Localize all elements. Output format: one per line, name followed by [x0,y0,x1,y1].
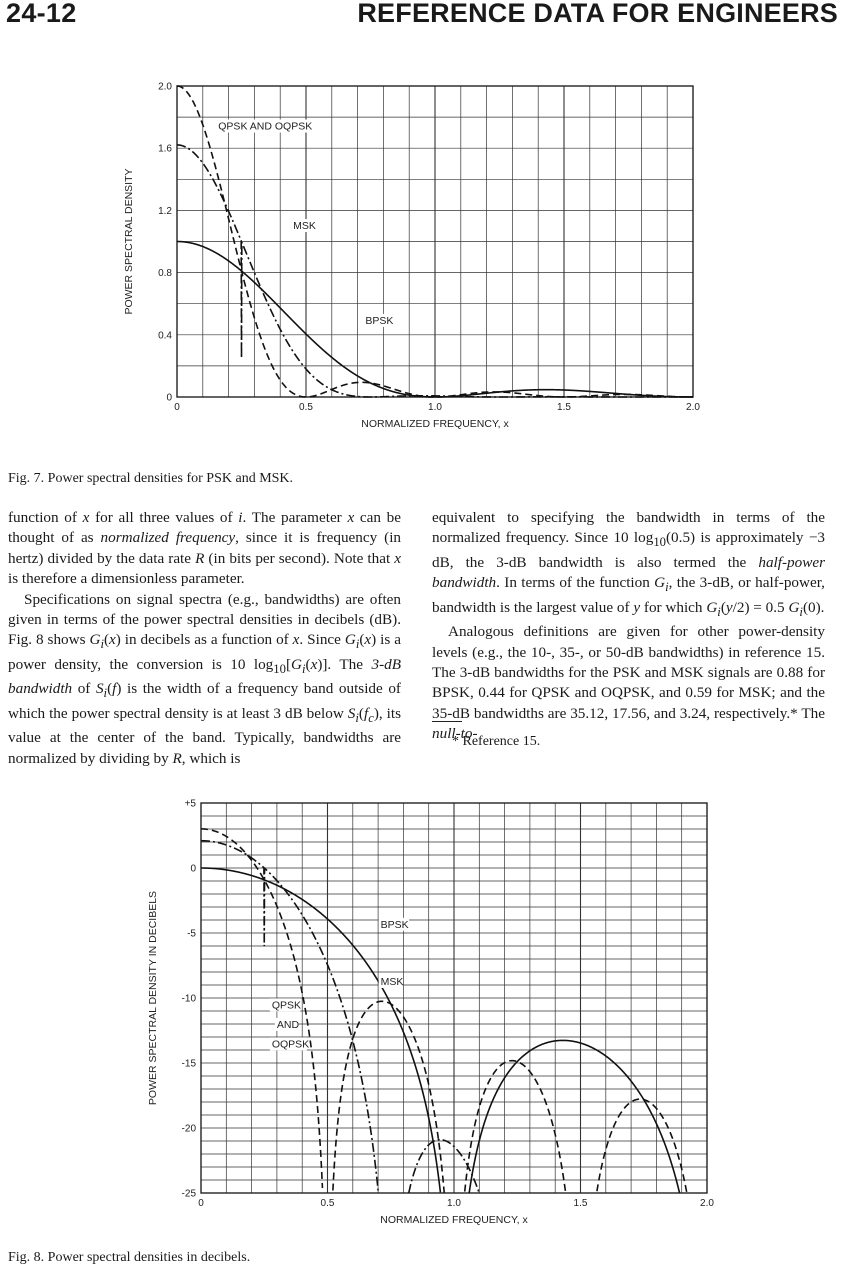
y-tick-label: -15 [181,1058,196,1070]
paragraph: function of x for all three values of i. The parameter x can be thought of as normalized frequency, since it is frequency (in hertz) divided by the data rate R (in bits per second). Note that x is therefore a dimensionless parameter. [8,509,402,588]
y-tick-label: 0 [166,392,172,404]
y-tick-label: 1.2 [158,205,172,217]
tick-labels [182,799,715,1210]
curve-label: QPSK AND OQPSK [218,120,313,133]
right-column [432,508,825,745]
y-tick-label: 0.8 [158,268,172,280]
curve-label: MSK [380,976,404,988]
figure-8-caption: Fig. 8. Power spectral densities in decibels. [8,1250,251,1265]
footnote-rule [432,721,462,722]
paragraph: equivalent to specifying the bandwidth in terms of the normalized frequency. Since 10 $\log_{10}(0.5)$ is approximately −3 dB, the 3-dB bandwidth is also termed the half-power bandwidth. In terms of the function $G_i$, the 3-dB, or half-power, bandwidth is the largest value of y for which $G_i(y/2) = 0.5$ $G_i(0)$. [432,509,825,619]
curve-label: QPSK [271,999,302,1012]
x-tick-label: 0 [198,1198,204,1209]
x-axis-label: NORMALIZED FREQUENCY, x [361,418,509,430]
y-tick-label: 1.6 [158,143,172,155]
y-tick-label: -5 [187,928,196,940]
footnote: * Reference 15. [452,734,541,749]
x-tick-label: 1.5 [557,402,571,413]
page-number: 24-12 [6,0,77,28]
left-column [8,508,401,769]
x-tick-label: 2.0 [700,1198,714,1209]
x-tick-label: 1.5 [573,1198,588,1209]
y-tick-label: -10 [181,993,196,1005]
curve-label: BPSK [365,314,394,327]
x-tick-label: 1.0 [428,402,442,413]
y-axis-label: POWER SPECTRAL DENSITY IN DECIBELS [147,890,159,1106]
running-title: REFERENCE DATA FOR ENGINEERS [357,0,838,28]
y-tick-label: 0 [190,863,196,875]
curve-label: MSK [293,220,316,233]
y-tick-label: 0.4 [158,330,172,342]
x-tick-label: 0.5 [320,1198,335,1209]
y-tick-label: 2.0 [158,81,172,93]
x-axis-label: NORMALIZED FREQUENCY, x [380,1214,528,1226]
curve-label: OQPSK [271,1038,310,1051]
figure-7-caption: Fig. 7. Power spectral densities for PSK and MSK. [8,471,294,486]
curve-label: BPSK [380,918,409,931]
paragraph: Analogous definitions are given for other power-density levels (e.g., the 10-, 35-, or 50-dB bandwidths) in reference 15. The 3-dB bandwidths for the PSK and MSK signals are 0.88 for BPSK, 0.44 for QPSK and OQPSK, and 0.59 for MSK; and the 35-dB bandwidths are 35.12, 17.56, and 3.24, respectively.* The null-to- [432,623,825,743]
x-tick-label: 2.0 [686,402,700,413]
x-tick-label: 1.0 [447,1198,461,1209]
paragraph: Specifications on signal spectra (e.g., bandwidths) are often given in terms of the power spectral densities in decibels (dB). Fig. 8 shows $G_i(x)$ in decibels as a function of x. Since $G_i(x)$ is a power density, the conversion is 10 $\log_{10}[G_i(x)]$. The 3-dB bandwidth of $S_i(f)$ is the width of a frequency band outside of which the power spectral density is at least 3 dB below $S_i(f_c)$, its value at the center of the band. Typically, bandwidths are normalized by dividing by R, which is [8,590,401,767]
grid [201,803,707,1193]
curve-label: AND [276,1018,300,1031]
curve-labels [216,120,393,327]
y-tick-label: +5 [184,798,196,810]
grid [177,86,693,397]
figure-7-chart [0,70,846,450]
figure-8-chart [0,795,846,1245]
curve-labels [270,918,409,1051]
y-tick-label: -20 [181,1123,196,1135]
y-tick-label: -25 [181,1188,196,1200]
x-tick-label: 0.5 [299,402,313,413]
x-tick-label: 0 [174,402,180,413]
series-msk [201,841,479,1193]
y-axis-label: POWER SPECTRAL DENSITY [123,168,135,315]
